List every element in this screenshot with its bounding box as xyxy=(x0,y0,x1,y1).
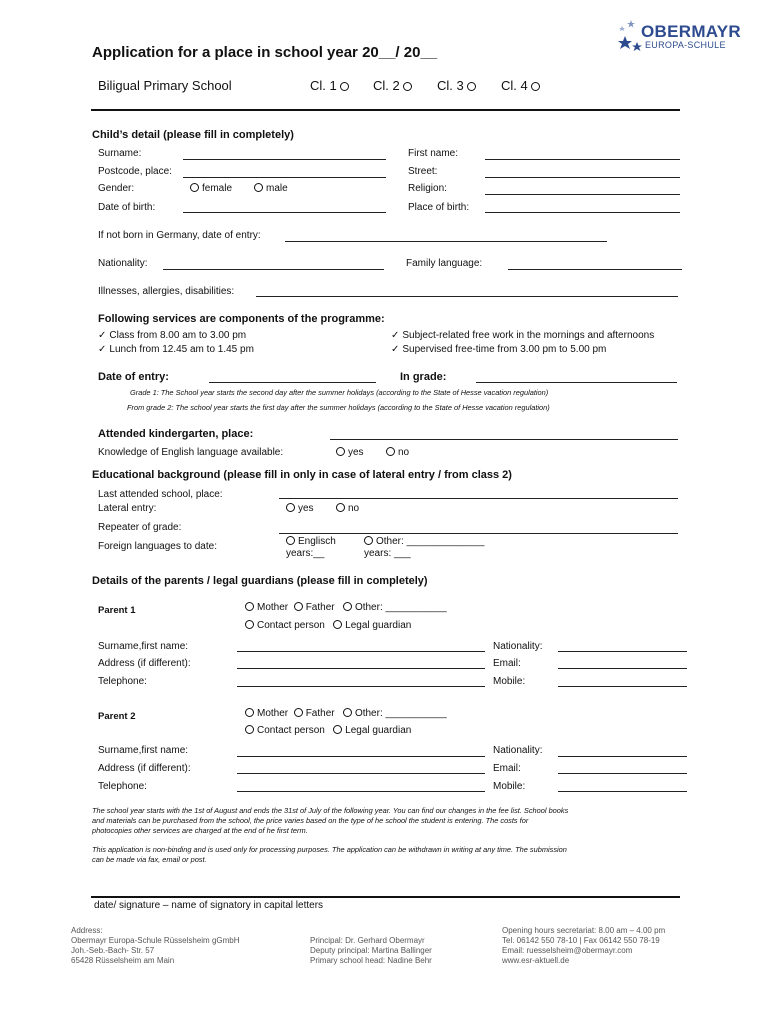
parent-email-label: Email: xyxy=(493,763,521,774)
postcode-field[interactable] xyxy=(183,177,386,178)
illnesses-field[interactable] xyxy=(256,296,678,297)
englisch-label: Englisch xyxy=(298,536,336,547)
footer-line: Obermayr Europa-Schule Rüsselsheim gGmbH xyxy=(71,936,240,945)
mother-label: Mother xyxy=(257,708,289,719)
postcode-label: Postcode, place: xyxy=(98,166,172,177)
other-label: Other: ______________ xyxy=(376,536,485,547)
last-school-label: Last attended school, place: xyxy=(98,489,223,500)
footer-line: Deputy principal: Martina Ballinger xyxy=(310,946,432,955)
date-of-entry-label: Date of entry: xyxy=(98,371,169,383)
radio-icon xyxy=(343,602,352,611)
class-label: Cl. 1 xyxy=(310,78,337,93)
parent-address-field[interactable] xyxy=(237,773,485,774)
education-heading: Educational background (please fill in only in case of lateral entry / from class 2) xyxy=(92,469,512,481)
kindergarten-field[interactable] xyxy=(330,439,678,440)
footer-line: Principal: Dr. Gerhard Obermayr xyxy=(310,936,425,945)
class-option-4[interactable] xyxy=(501,78,543,93)
pob-field[interactable] xyxy=(485,212,680,213)
class-option-1[interactable] xyxy=(310,78,352,93)
other-label: Other: ___________ xyxy=(354,708,447,719)
terms-note-line: and materials can be purchased from the school, the price varies based on the type of he school the student is entering. The costs for xyxy=(92,816,529,825)
parent-role-options[interactable] xyxy=(245,602,447,613)
radio-icon xyxy=(386,447,395,456)
radio-icon xyxy=(333,620,342,629)
check-icon: ✓ xyxy=(391,330,400,341)
service-text: Subject-related free work in the mornings and afternoons xyxy=(402,330,655,341)
nonbinding-note-line: This application is non-binding and is used only for processing purposes. The application can be withdrawn in writing at any time. The submission xyxy=(92,845,567,854)
gender-label: Gender: xyxy=(98,183,135,194)
signature-label: date/ signature – name of signatory in capital letters xyxy=(94,900,324,911)
religion-field[interactable] xyxy=(485,194,680,195)
first-name-field[interactable] xyxy=(485,159,680,160)
guardian-label: Legal guardian xyxy=(345,725,412,736)
religion-label: Religion: xyxy=(408,183,447,194)
footer-line: www.esr-aktuell.de xyxy=(502,956,570,965)
english-label: Knowledge of English language available: xyxy=(98,447,284,458)
date-of-entry-field[interactable] xyxy=(209,382,376,383)
parent-2-label: Parent 2 xyxy=(98,711,136,722)
parent-surname-label: Surname,first name: xyxy=(98,745,189,756)
first-name-label: First name: xyxy=(408,148,459,159)
parent-nationality-field[interactable] xyxy=(558,651,687,652)
parent-nationality-label: Nationality: xyxy=(493,641,543,652)
radio-icon xyxy=(190,183,199,192)
radio-icon xyxy=(286,536,295,545)
grade2-note: From grade 2: The school year starts the first day after the summer holidays (according to the State of Hesse vacation regulation) xyxy=(127,403,550,412)
not-born-label: If not born in Germany, date of entry: xyxy=(98,230,261,241)
parent-telephone-label: Telephone: xyxy=(98,676,147,687)
parent-role-options[interactable] xyxy=(245,708,447,719)
class-label: Cl. 3 xyxy=(437,78,464,93)
service-text: Lunch from 12.45 am to 1.45 pm xyxy=(109,344,254,355)
repeater-label: Repeater of grade: xyxy=(98,522,182,533)
terms-note-line: The school year starts with the 1st of August and ends the 31st of July of the following year. You can find our changes in the fee list. School books xyxy=(92,806,569,815)
parent-mobile-label: Mobile: xyxy=(493,781,526,792)
radio-icon xyxy=(336,503,345,512)
parent-surname-label: Surname,first name: xyxy=(98,641,189,652)
surname-label: Surname: xyxy=(98,148,142,159)
lateral-no-option[interactable] xyxy=(336,503,359,514)
englisch-years: years:__ xyxy=(286,548,325,559)
no-label: no xyxy=(398,447,410,458)
other-language-option[interactable] xyxy=(364,536,484,547)
parent-telephone-label: Telephone: xyxy=(98,781,147,792)
class-label: Cl. 4 xyxy=(501,78,528,93)
dob-field[interactable] xyxy=(183,212,386,213)
signature-line[interactable] xyxy=(91,896,680,898)
no-label: no xyxy=(348,503,360,514)
repeater-field[interactable] xyxy=(279,533,678,534)
radio-icon xyxy=(467,82,476,91)
foreign-label: Foreign languages to date: xyxy=(98,541,217,552)
footer-address xyxy=(71,926,240,966)
class-option-2[interactable] xyxy=(373,78,415,93)
parent-address-field[interactable] xyxy=(237,668,485,669)
contact-label: Contact person xyxy=(257,725,325,736)
parent-contact-options[interactable] xyxy=(245,725,411,736)
other-years: years: ___ xyxy=(364,548,411,559)
parents-heading: Details of the parents / legal guardians (please fill in completely) xyxy=(92,575,428,587)
nationality-field[interactable] xyxy=(163,269,384,270)
englisch-option[interactable] xyxy=(286,536,336,547)
school-name: Biligual Primary School xyxy=(98,78,232,93)
gender-male-option[interactable] xyxy=(254,183,288,194)
male-label: male xyxy=(266,183,288,194)
radio-icon xyxy=(294,602,303,611)
service-item xyxy=(98,344,254,355)
other-label: Other: ___________ xyxy=(354,602,447,613)
service-item xyxy=(391,344,606,355)
parent-email-label: Email: xyxy=(493,658,521,669)
radio-icon xyxy=(245,620,254,629)
street-field[interactable] xyxy=(485,177,680,178)
parent-address-label: Address (if different): xyxy=(98,763,191,774)
parent-email-field[interactable] xyxy=(558,773,687,774)
mother-label: Mother xyxy=(257,602,289,613)
footer-line: Address: xyxy=(71,926,103,935)
pob-label: Place of birth: xyxy=(408,202,470,213)
footer-contact xyxy=(502,926,665,966)
services-heading: Following services are components of the programme: xyxy=(98,313,385,325)
school-logo xyxy=(615,14,742,58)
english-yes-option[interactable] xyxy=(336,447,364,458)
check-icon: ✓ xyxy=(98,330,107,341)
footer-line: Joh.-Seb.-Bach- Str. 57 xyxy=(71,946,155,955)
guardian-label: Legal guardian xyxy=(345,620,412,631)
street-label: Street: xyxy=(408,166,438,177)
parent-telephone-field[interactable] xyxy=(237,686,485,687)
class-option-3[interactable] xyxy=(437,78,479,93)
in-grade-label: In grade: xyxy=(400,371,447,383)
radio-icon xyxy=(245,602,254,611)
footer-staff xyxy=(310,936,432,966)
page-title: Application for a place in school year 20__/ 20__ xyxy=(92,44,438,61)
footer-line: Primary school head: Nadine Behr xyxy=(310,956,432,965)
service-text: Supervised free-time from 3.00 pm to 5.00 pm xyxy=(402,344,607,355)
yes-label: yes xyxy=(348,447,364,458)
yes-label: yes xyxy=(298,503,314,514)
parent-contact-options[interactable] xyxy=(245,620,411,631)
check-icon: ✓ xyxy=(98,344,107,355)
parent-mobile-label: Mobile: xyxy=(493,676,526,687)
nonbinding-note-line: can be made via fax, email or post. xyxy=(92,855,207,864)
radio-icon xyxy=(343,708,352,717)
logo-subtitle: EUROPA-SCHULE xyxy=(645,40,726,50)
footer-line: 65428 Rüsselsheim am Main xyxy=(71,956,175,965)
contact-label: Contact person xyxy=(257,620,325,631)
not-born-field[interactable] xyxy=(285,241,607,242)
grade1-note: Grade 1: The School year starts the second day after the summer holidays (according to the State of Hesse vacation regulation) xyxy=(130,388,549,397)
radio-icon xyxy=(336,447,345,456)
illnesses-label: Illnesses, allergies, disabilities: xyxy=(98,286,235,297)
service-item xyxy=(98,330,246,341)
parent-surname-field[interactable] xyxy=(237,756,485,757)
family-language-label: Family language: xyxy=(406,258,483,269)
title-divider xyxy=(91,109,680,111)
father-label: Father xyxy=(305,708,335,719)
dob-label: Date of birth: xyxy=(98,202,156,213)
radio-icon xyxy=(364,536,373,545)
parent-mobile-field[interactable] xyxy=(558,686,687,687)
child-heading: Child’s detail (please fill in completely) xyxy=(92,129,294,141)
radio-icon xyxy=(340,82,349,91)
radio-icon xyxy=(245,725,254,734)
parent-nationality-label: Nationality: xyxy=(493,745,543,756)
footer-line: Opening hours secretariat: 8.00 am – 4.00 pm xyxy=(502,926,666,935)
last-school-field[interactable] xyxy=(279,498,678,499)
class-label: Cl. 2 xyxy=(373,78,400,93)
service-text: Class from 8.00 am to 3.00 pm xyxy=(109,330,247,341)
radio-icon xyxy=(403,82,412,91)
check-icon: ✓ xyxy=(391,344,400,355)
footer-line: Email: ruesselsheim@obermayr.com xyxy=(502,946,633,955)
parent-1-label: Parent 1 xyxy=(98,605,136,616)
parent-email-field[interactable] xyxy=(558,668,687,669)
radio-icon xyxy=(286,503,295,512)
radio-icon xyxy=(245,708,254,717)
kindergarten-heading: Attended kindergarten, place: xyxy=(98,428,254,440)
english-no-option[interactable] xyxy=(386,447,409,458)
parent-mobile-field[interactable] xyxy=(558,791,687,792)
parent-address-label: Address (if different): xyxy=(98,658,191,669)
nationality-label: Nationality: xyxy=(98,258,148,269)
father-label: Father xyxy=(305,602,335,613)
parent-telephone-field[interactable] xyxy=(237,791,485,792)
radio-icon xyxy=(531,82,540,91)
logo-name: OBERMAYR xyxy=(641,22,742,41)
family-language-field[interactable] xyxy=(508,269,682,270)
footer-line: Tel. 06142 550 78-10 | Fax 06142 550 78-19 xyxy=(502,936,660,945)
radio-icon xyxy=(333,725,342,734)
service-item xyxy=(391,330,654,341)
lateral-yes-option[interactable] xyxy=(286,503,314,514)
terms-note-line: photocopies other services are charged at the end of he first term. xyxy=(92,826,308,835)
in-grade-field[interactable] xyxy=(476,382,677,383)
surname-field[interactable] xyxy=(183,159,386,160)
gender-female-option[interactable] xyxy=(190,183,232,194)
parent-surname-field[interactable] xyxy=(237,651,485,652)
radio-icon xyxy=(254,183,263,192)
lateral-label: Lateral entry: xyxy=(98,503,157,514)
female-label: female xyxy=(202,183,233,194)
parent-nationality-field[interactable] xyxy=(558,756,687,757)
radio-icon xyxy=(294,708,303,717)
